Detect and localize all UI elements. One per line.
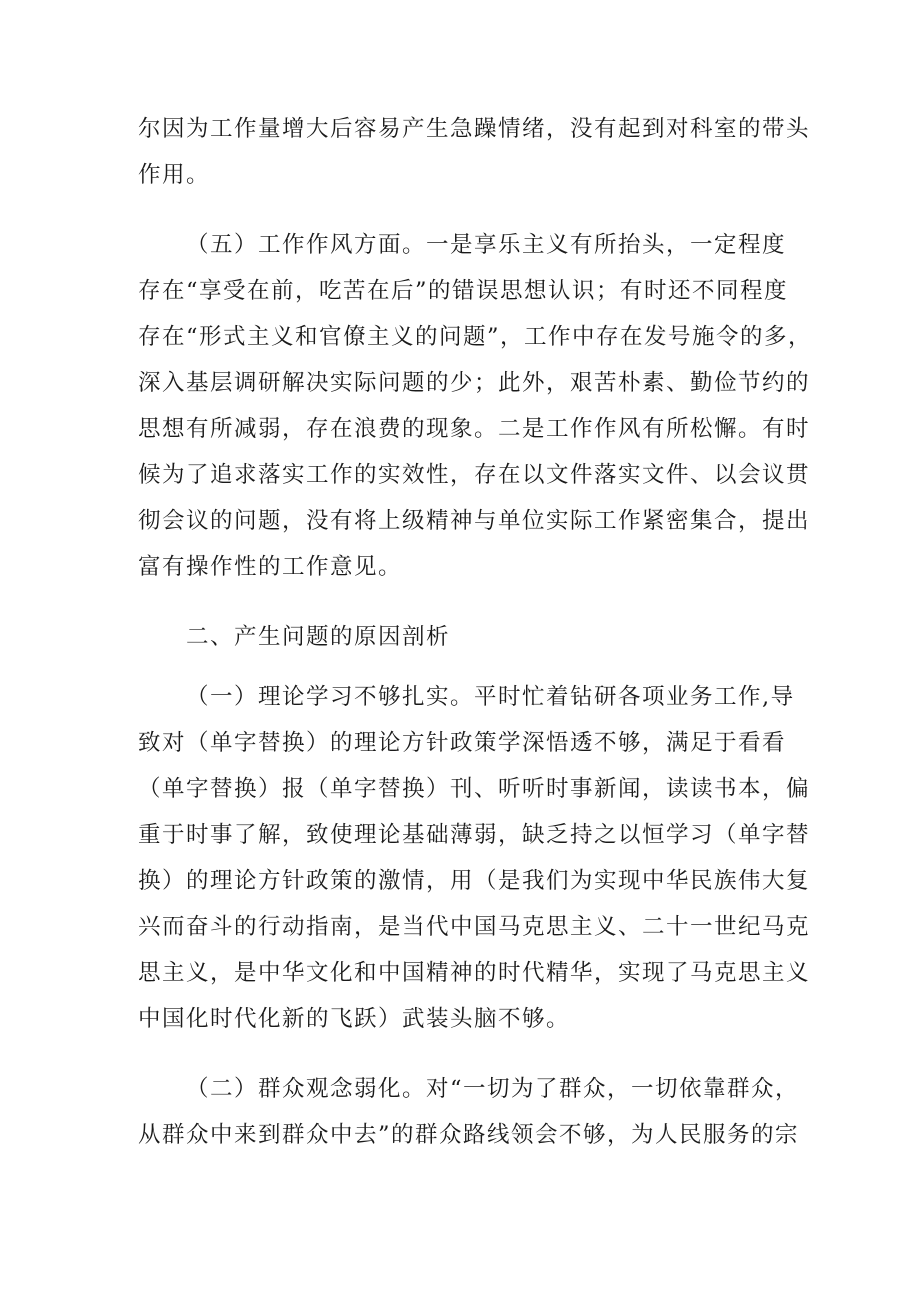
text-line: 思主义，是中华文化和中国精神的时代精华，实现了马克思主义: [138, 960, 811, 986]
paragraph-heading-line: （五）工作作风方面。一是享乐主义有所抬头，一定程度: [186, 232, 787, 258]
text-line: 兴而奋斗的行动指南，是当代中国马克思主义、二十一世纪马克: [138, 914, 811, 940]
text-line: 作用。: [138, 162, 211, 188]
text-line: 重于时事了解，致使理论基础薄弱，缺乏持之以恒学习（单字替: [138, 822, 811, 848]
text-line: 候为了追求落实工作的实效性，存在以文件落实文件、以会议贯: [138, 462, 811, 488]
text-line: 存在“形式主义和官僚主义的问题”，工作中存在发号施令的多，: [138, 324, 813, 350]
text-line: 换）的理论方针政策的激情，用（是我们为实现中华民族伟大复: [138, 868, 811, 894]
section-heading: 二、产生问题的原因剖析: [186, 624, 451, 650]
text-line: （单字替换）报（单字替换）刊、听听时事新闻，读读书本，偏: [138, 776, 811, 802]
paragraph-heading-line: （二）群众观念弱化。对“一切为了群众，一切依靠群众，: [186, 1076, 800, 1102]
text-line: 深入基层调研解决实际问题的少；此外，艰苦朴素、勤俭节约的: [138, 370, 811, 396]
text-line: 致对（单字替换）的理论方针政策学深悟透不够，满足于看看: [138, 730, 787, 756]
text-line: 从群众中来到群众中去”的群众路线领会不够，为人民服务的宗: [138, 1122, 800, 1148]
text-line: 尔因为工作量增大后容易产生急躁情绪，没有起到对科室的带头: [138, 116, 811, 142]
text-line: 彻会议的问题，没有将上级精神与单位实际工作紧密集合，提出: [138, 508, 811, 534]
text-line: 富有操作性的工作意见。: [138, 554, 403, 580]
text-line: 存在“享受在前，吃苦在后”的错误思想认识；有时还不同程度: [138, 278, 789, 304]
text-line: 思想有所减弱，存在浪费的现象。二是工作作风有所松懈。有时: [138, 416, 811, 442]
text-line: 中国化时代化新的飞跃）武装头脑不够。: [138, 1006, 571, 1032]
paragraph-heading-line: （一）理论学习不够扎实。平时忙着钻研各项业务工作,导: [186, 684, 795, 710]
